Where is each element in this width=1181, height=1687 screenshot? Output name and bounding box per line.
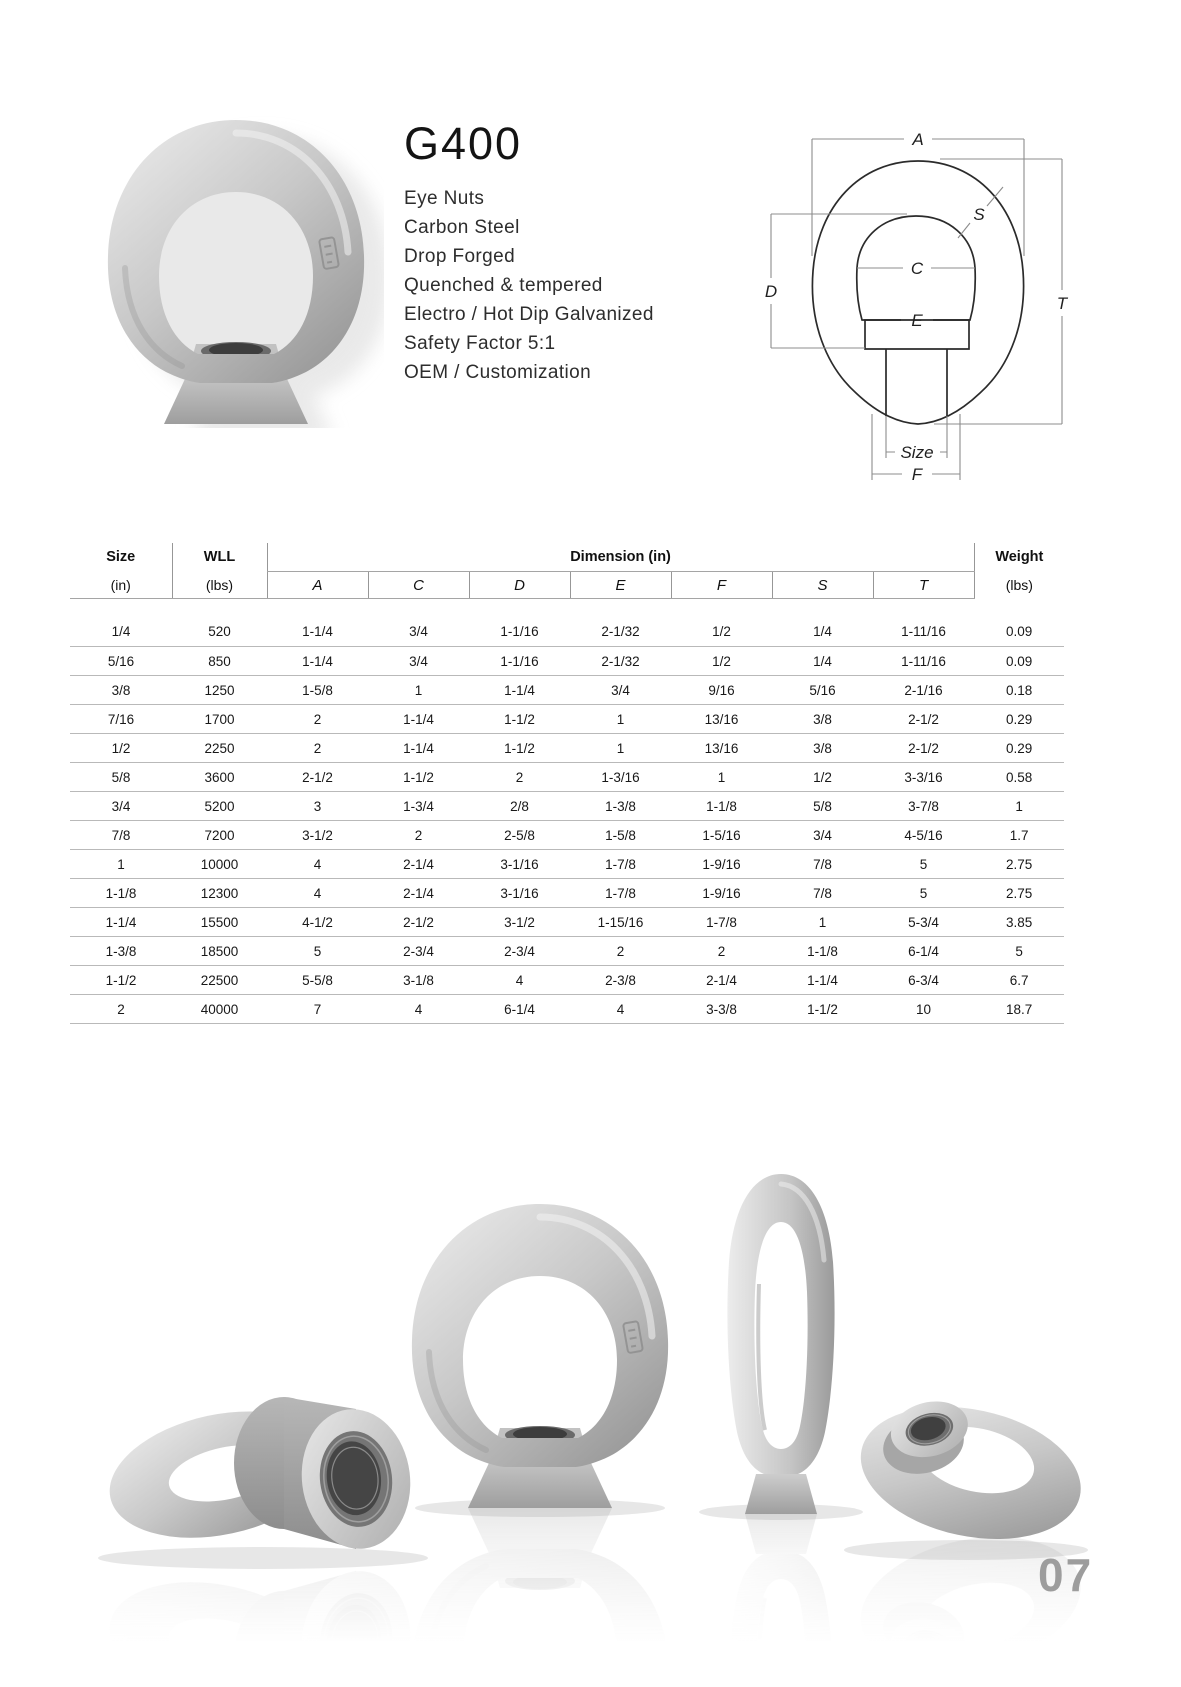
table-cell: 1-1/4 [267, 599, 368, 647]
dim-label-S: S [973, 205, 985, 224]
dim-column-header: D [469, 572, 570, 599]
table-cell: 1-1/2 [70, 966, 172, 995]
table-cell: 1-1/4 [772, 966, 873, 995]
table-cell: 1.7 [974, 821, 1064, 850]
table-cell: 1 [570, 734, 671, 763]
table-cell: 3600 [172, 763, 267, 792]
table-cell: 1-5/8 [267, 676, 368, 705]
table-cell: 5200 [172, 792, 267, 821]
table-cell: 3-3/16 [873, 763, 974, 792]
dim-label-D: D [764, 282, 778, 301]
table-cell: 0.09 [974, 647, 1064, 676]
table-cell: 3/8 [70, 676, 172, 705]
table-cell: 0.29 [974, 734, 1064, 763]
spec-table-head [70, 543, 1064, 599]
table-cell: 850 [172, 647, 267, 676]
table-cell: 1-7/8 [570, 850, 671, 879]
table-cell: 9/16 [671, 676, 772, 705]
table-cell: 5/16 [772, 676, 873, 705]
table-cell: 3/4 [772, 821, 873, 850]
table-cell: 2-1/2 [873, 734, 974, 763]
table-cell: 1-1/16 [469, 599, 570, 647]
eyenut-lying-tilted [848, 1388, 1092, 1558]
table-cell: 2-1/4 [671, 966, 772, 995]
col-header-dimension-group: Dimension (in) [267, 543, 974, 572]
table-row [70, 850, 1064, 879]
table-cell: 1-3/16 [570, 763, 671, 792]
table-cell: 1-3/8 [70, 937, 172, 966]
page-number: 07 [1038, 1549, 1094, 1601]
feature-item: Carbon Steel [404, 217, 520, 238]
table-cell: 1-1/8 [671, 792, 772, 821]
table-cell: 3/4 [368, 599, 469, 647]
table-row [70, 908, 1064, 937]
table-cell: 6-1/4 [873, 937, 974, 966]
table-row [70, 966, 1064, 995]
dim-column-header: C [368, 572, 469, 599]
table-cell: 2-5/8 [469, 821, 570, 850]
dim-column-header: A [267, 572, 368, 599]
table-cell: 1 [570, 705, 671, 734]
table-cell: 4 [570, 995, 671, 1024]
table-cell: 1 [671, 763, 772, 792]
table-cell: 15500 [172, 908, 267, 937]
table-cell: 6-3/4 [873, 966, 974, 995]
table-cell: 5/8 [70, 763, 172, 792]
col-header-wll: WLL [203, 549, 236, 566]
table-cell: 7/16 [70, 705, 172, 734]
table-row [70, 995, 1064, 1024]
table-cell: 3 [267, 792, 368, 821]
eyenut-lying-thread-right [98, 1393, 418, 1557]
table-cell: 7/8 [70, 821, 172, 850]
feature-item: Safety Factor 5:1 [404, 333, 556, 354]
reflections [98, 1508, 1092, 1663]
table-cell: 1-1/2 [469, 734, 570, 763]
table-cell: 1/4 [70, 599, 172, 647]
dim-label-A: A [912, 130, 924, 149]
table-cell: 1/2 [70, 734, 172, 763]
product-photo-group [88, 1098, 1092, 1663]
table-cell: 12300 [172, 879, 267, 908]
table-cell: 2 [267, 734, 368, 763]
table-cell: 2-3/4 [469, 937, 570, 966]
table-cell: 2-3/4 [368, 937, 469, 966]
table-cell: 2-1/4 [368, 850, 469, 879]
table-cell: 3/4 [570, 676, 671, 705]
table-cell: 1-1/4 [469, 676, 570, 705]
table-row [70, 879, 1064, 908]
table-cell: 7/8 [772, 850, 873, 879]
page-title: G400 [404, 118, 523, 169]
feature-list [404, 184, 654, 387]
table-cell: 40000 [172, 995, 267, 1024]
spec-table-container [70, 543, 1064, 1024]
table-cell: 1-5/8 [570, 821, 671, 850]
table-cell: 4 [267, 879, 368, 908]
feature-item: Eye Nuts [404, 188, 485, 209]
table-row [70, 647, 1064, 676]
table-cell: 2250 [172, 734, 267, 763]
table-cell: 2-1/32 [570, 647, 671, 676]
table-cell: 2 [368, 821, 469, 850]
table-cell: 1 [368, 676, 469, 705]
table-cell: 1-1/4 [267, 647, 368, 676]
table-cell: 0.29 [974, 705, 1064, 734]
table-cell: 7200 [172, 821, 267, 850]
table-cell: 7/8 [772, 879, 873, 908]
table-cell: 4-1/2 [267, 908, 368, 937]
table-row [70, 937, 1064, 966]
table-cell: 13/16 [671, 734, 772, 763]
table-cell: 10 [873, 995, 974, 1024]
table-cell: 18500 [172, 937, 267, 966]
table-cell: 3/4 [368, 647, 469, 676]
feature-item: Quenched & tempered [404, 275, 603, 296]
table-cell: 13/16 [671, 705, 772, 734]
table-cell: 0.18 [974, 676, 1064, 705]
table-cell: 2/8 [469, 792, 570, 821]
table-cell: 4 [267, 850, 368, 879]
dim-label-T: T [1056, 294, 1068, 313]
table-cell: 3.85 [974, 908, 1064, 937]
table-cell: 1-1/2 [772, 995, 873, 1024]
table-cell: 0.09 [974, 599, 1064, 647]
table-cell: 2.75 [974, 850, 1064, 879]
subheader-row [70, 572, 1064, 599]
table-cell: 18.7 [974, 995, 1064, 1024]
table-cell: 3-3/8 [671, 995, 772, 1024]
table-cell: 5-5/8 [267, 966, 368, 995]
table-cell: 1-9/16 [671, 879, 772, 908]
table-cell: 3/4 [70, 792, 172, 821]
table-cell: 1-9/16 [671, 850, 772, 879]
table-cell: 3-1/16 [469, 879, 570, 908]
table-cell: 3-1/2 [469, 908, 570, 937]
wll-unit-header: (lbs) [172, 572, 267, 599]
table-cell: 2 [570, 937, 671, 966]
dim-label-F: F [911, 465, 923, 484]
table-cell: 1-1/2 [368, 763, 469, 792]
table-cell: 3-1/2 [267, 821, 368, 850]
size-unit-header: (in) [70, 572, 172, 599]
table-cell: 1/2 [671, 599, 772, 647]
table-row [70, 676, 1064, 705]
dim-column-header: E [570, 572, 671, 599]
table-cell: 22500 [172, 966, 267, 995]
table-row [70, 705, 1064, 734]
eyenut-front-view [412, 1204, 668, 1508]
table-cell: 5 [873, 850, 974, 879]
table-cell: 2-1/16 [873, 676, 974, 705]
table-cell: 6-1/4 [469, 995, 570, 1024]
feature-item: OEM / Customization [404, 362, 592, 383]
table-row [70, 599, 1064, 647]
table-cell: 2 [267, 705, 368, 734]
table-cell: 3/8 [772, 705, 873, 734]
table-cell: 2-1/2 [873, 705, 974, 734]
table-cell: 1-11/16 [873, 647, 974, 676]
table-cell: 10000 [172, 850, 267, 879]
table-row [70, 792, 1064, 821]
feature-item: Electro / Hot Dip Galvanized [404, 304, 654, 325]
table-cell: 6.7 [974, 966, 1064, 995]
table-cell: 5 [267, 937, 368, 966]
table-cell: 1-11/16 [873, 599, 974, 647]
table-cell: 4-5/16 [873, 821, 974, 850]
table-cell: 1-1/4 [368, 734, 469, 763]
dim-column-header: F [671, 572, 772, 599]
table-cell: 0.58 [974, 763, 1064, 792]
table-cell: 1-1/16 [469, 647, 570, 676]
table-cell: 1/4 [772, 647, 873, 676]
dim-label-Size: Size [900, 443, 934, 462]
table-cell: 1/2 [772, 763, 873, 792]
table-row [70, 763, 1064, 792]
table-cell: 1/4 [772, 599, 873, 647]
table-cell: 1-1/8 [70, 879, 172, 908]
table-cell: 1-3/4 [368, 792, 469, 821]
table-cell: 3/8 [772, 734, 873, 763]
table-cell: 1250 [172, 676, 267, 705]
table-cell: 5 [974, 937, 1064, 966]
dimension-diagram [702, 116, 1094, 498]
table-cell: 4 [368, 995, 469, 1024]
table-cell: 1 [70, 850, 172, 879]
table-cell: 1-1/8 [772, 937, 873, 966]
table-cell: 2.75 [974, 879, 1064, 908]
table-cell: 5 [873, 879, 974, 908]
table-cell: 3-1/8 [368, 966, 469, 995]
col-header-size: Size [70, 543, 172, 572]
table-cell: 5-3/4 [873, 908, 974, 937]
dim-column-header: T [873, 572, 974, 599]
table-cell: 5/8 [772, 792, 873, 821]
table-cell: 2 [671, 937, 772, 966]
table-cell: 1-15/16 [570, 908, 671, 937]
dim-label-E: E [911, 311, 923, 330]
table-cell: 5/16 [70, 647, 172, 676]
weight-unit-header: (lbs) [1005, 577, 1033, 593]
table-cell: 1-7/8 [671, 908, 772, 937]
table-row [70, 734, 1064, 763]
dim-label-C: C [910, 259, 924, 278]
dim-column-header: S [772, 572, 873, 599]
table-cell: 1-1/4 [70, 908, 172, 937]
table-cell: 2-1/4 [368, 879, 469, 908]
product-photo-main [92, 106, 384, 428]
table-cell: 2-3/8 [570, 966, 671, 995]
eyenut-side-view [727, 1174, 834, 1514]
feature-item: Drop Forged [404, 246, 516, 267]
table-cell: 520 [172, 599, 267, 647]
table-cell: 2-1/2 [368, 908, 469, 937]
spec-table-body [70, 599, 1064, 1024]
table-cell: 7 [267, 995, 368, 1024]
table-cell: 2-1/32 [570, 599, 671, 647]
table-cell: 4 [469, 966, 570, 995]
col-header-weight: Weight [995, 549, 1044, 566]
table-row [70, 821, 1064, 850]
table-cell: 2-1/2 [267, 763, 368, 792]
table-cell: 3-1/16 [469, 850, 570, 879]
table-cell: 3-7/8 [873, 792, 974, 821]
table-cell: 1-5/16 [671, 821, 772, 850]
spec-table [70, 543, 1064, 1024]
table-cell: 1-7/8 [570, 879, 671, 908]
table-cell: 1/2 [671, 647, 772, 676]
title-block [404, 118, 654, 387]
table-cell: 1700 [172, 705, 267, 734]
table-cell: 1 [974, 792, 1064, 821]
table-cell: 2 [469, 763, 570, 792]
table-cell: 1-1/4 [368, 705, 469, 734]
table-cell: 1-3/8 [570, 792, 671, 821]
table-cell: 2 [70, 995, 172, 1024]
table-cell: 1-1/2 [469, 705, 570, 734]
table-cell: 1 [772, 908, 873, 937]
